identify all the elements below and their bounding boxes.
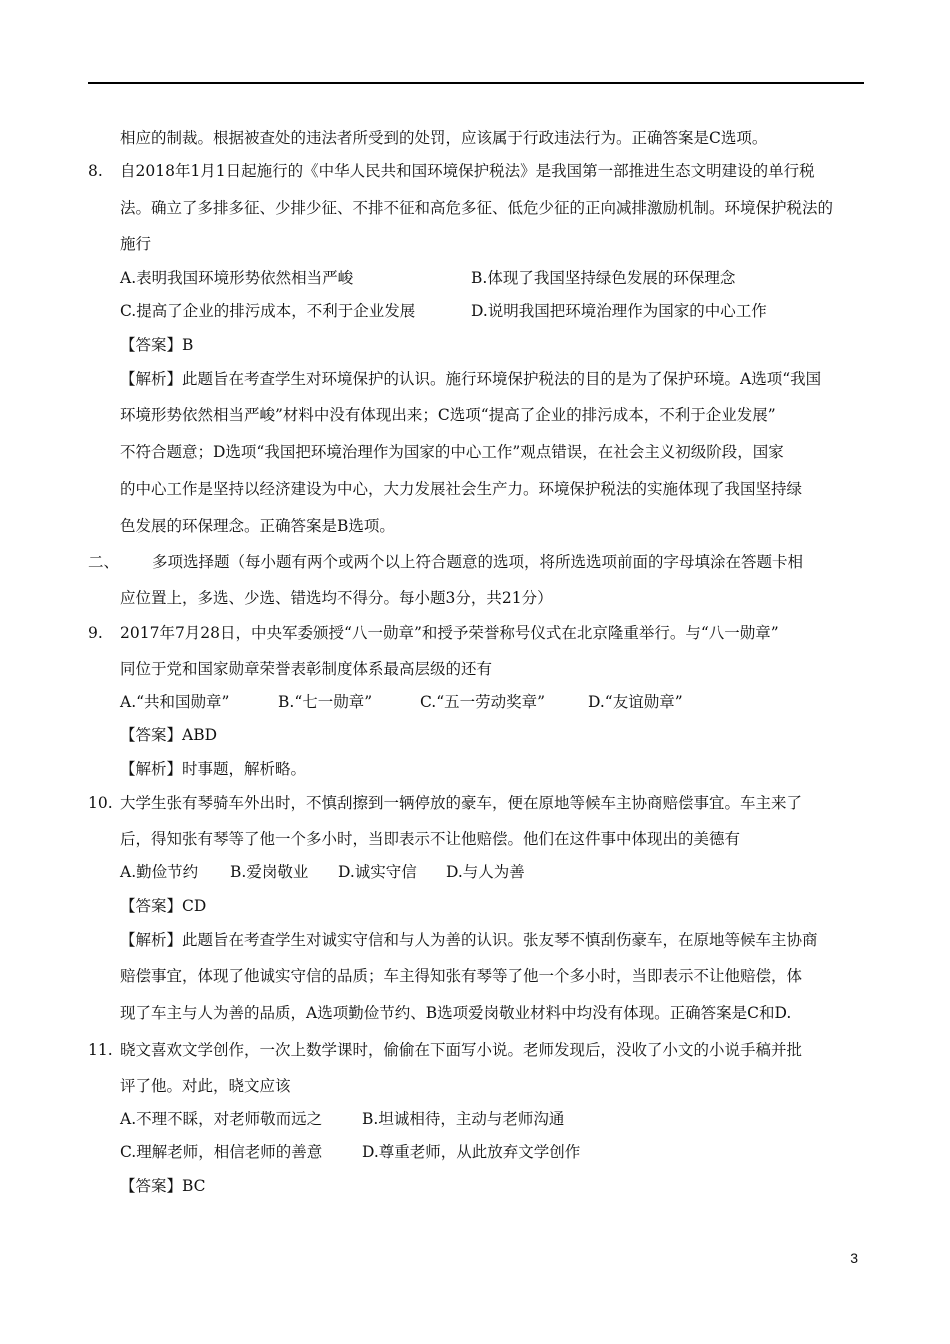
- q9-option-d: D.“友谊勋章”: [588, 693, 683, 711]
- q8-analysis-line-2: 环境形势依然相当严峻”材料中没有体现出来；C选项“提高了企业的排污成本，不利于企业发展”: [120, 406, 776, 424]
- header-rule: [88, 82, 864, 84]
- q11-option-c: C.理解老师，相信老师的善意: [120, 1143, 323, 1161]
- q11-stem-line-1: 晓文喜欢文学创作，一次上数学课时，偷偷在下面写小说。老师发现后，没收了小文的小说手稿并批: [120, 1041, 803, 1059]
- q11-option-d: D.尊重老师，从此放弃文学创作: [362, 1143, 581, 1161]
- q10-number: 10.: [88, 794, 113, 812]
- page-number: 3: [850, 1250, 858, 1266]
- q8-answer: 【答案】B: [120, 336, 194, 354]
- q8-option-c: C.提高了企业的排污成本，不利于企业发展: [120, 302, 416, 320]
- q11-stem-line-2: 评了他。对此，晓文应该: [120, 1077, 291, 1095]
- q11-answer: 【答案】BC: [120, 1177, 206, 1195]
- q10-option-a: A.勤俭节约: [120, 863, 199, 881]
- section-2-title-line-2: 应位置上，多选、少选、错选均不得分。每小题3分，共21分）: [120, 589, 553, 607]
- q9-option-c: C.“五一劳动奖章”: [420, 693, 546, 711]
- q8-stem-line-1: 自2018年1月1日起施行的《中华人民共和国环境保护税法》是我国第一部推进生态文明建设的单行税: [120, 162, 815, 180]
- q10-stem-line-2: 后，得知张有琴等了他一个多小时，当即表示不让他赔偿。他们在这件事中体现出的美德有: [120, 830, 741, 848]
- q10-option-d: D.与人为善: [446, 863, 525, 881]
- q9-number: 9.: [88, 624, 103, 642]
- q9-stem-line-2: 同位于党和国家勋章荣誉表彰制度体系最高层级的还有: [120, 660, 493, 678]
- section-2-number: 二、: [88, 553, 120, 571]
- q10-analysis-line-1: 【解析】此题旨在考查学生对诚实守信和与人为善的认识。张友琴不慎刮伤豪车，在原地等候车主协商: [120, 931, 818, 949]
- continuation-text: 相应的制裁。根据被查处的违法者所受到的处罚，应该属于行政违法行为。正确答案是C选项。: [120, 129, 768, 147]
- section-2-title-line-1: 多项选择题（每小题有两个或两个以上符合题意的选项，将所选选项前面的字母填涂在答题卡相: [152, 553, 804, 571]
- q9-option-b: B.“七一勋章”: [278, 693, 373, 711]
- q10-option-c: D.诚实守信: [338, 863, 417, 881]
- q9-option-a: A.“共和国勋章”: [120, 693, 230, 711]
- q8-stem-line-2: 法。确立了多排多征、少排少征、不排不征和高危多征、低危少征的正向减排激励机制。环境保护税法的: [120, 199, 834, 217]
- q11-number: 11.: [88, 1041, 113, 1059]
- q8-option-a: A.表明我国环境形势依然相当严峻: [120, 269, 354, 287]
- q8-analysis-line-4: 的中心工作是坚持以经济建设为中心，大力发展社会生产力。环境保护税法的实施体现了我国坚持绿: [120, 480, 803, 498]
- q9-analysis: 【解析】时事题，解析略。: [120, 760, 307, 778]
- q8-stem-line-3: 施行: [120, 235, 152, 253]
- q9-answer: 【答案】ABD: [120, 726, 218, 744]
- q8-number: 8.: [88, 162, 103, 180]
- q10-answer: 【答案】CD: [120, 897, 207, 915]
- q8-option-b: B.体现了我国坚持绿色发展的环保理念: [471, 269, 736, 287]
- q8-analysis-line-1: 【解析】此题旨在考查学生对环境保护的认识。施行环境保护税法的目的是为了保护环境。A选项“我国: [120, 370, 822, 388]
- q10-option-b: B.爱岗敬业: [230, 863, 309, 881]
- q9-stem-line-1: 2017年7月28日，中央军委颁授“八一勋章”和授予荣誉称号仪式在北京隆重举行。与“八一勋章”: [120, 624, 779, 642]
- q10-analysis-line-3: 现了车主与人为善的品质，A选项勤俭节约、B选项爱岗敬业材料中均没有体现。正确答案是C和D.: [120, 1004, 792, 1022]
- q11-option-b: B.坦诚相待，主动与老师沟通: [362, 1110, 565, 1128]
- q8-option-d: D.说明我国把环境治理作为国家的中心工作: [471, 302, 767, 320]
- q11-option-a: A.不理不睬，对老师敬而远之: [120, 1110, 323, 1128]
- q10-analysis-line-2: 赔偿事宜，体现了他诚实守信的品质；车主得知张有琴等了他一个多小时，当即表示不让他赔偿，体: [120, 967, 803, 985]
- q8-analysis-line-5: 色发展的环保理念。正确答案是B选项。: [120, 517, 395, 535]
- q10-stem-line-1: 大学生张有琴骑车外出时，不慎刮擦到一辆停放的豪车，便在原地等候车主协商赔偿事宜。车主来了: [120, 794, 803, 812]
- q8-analysis-line-3: 不符合题意；D选项“我国把环境治理作为国家的中心工作”观点错误，在社会主义初级阶段，国家: [120, 443, 784, 461]
